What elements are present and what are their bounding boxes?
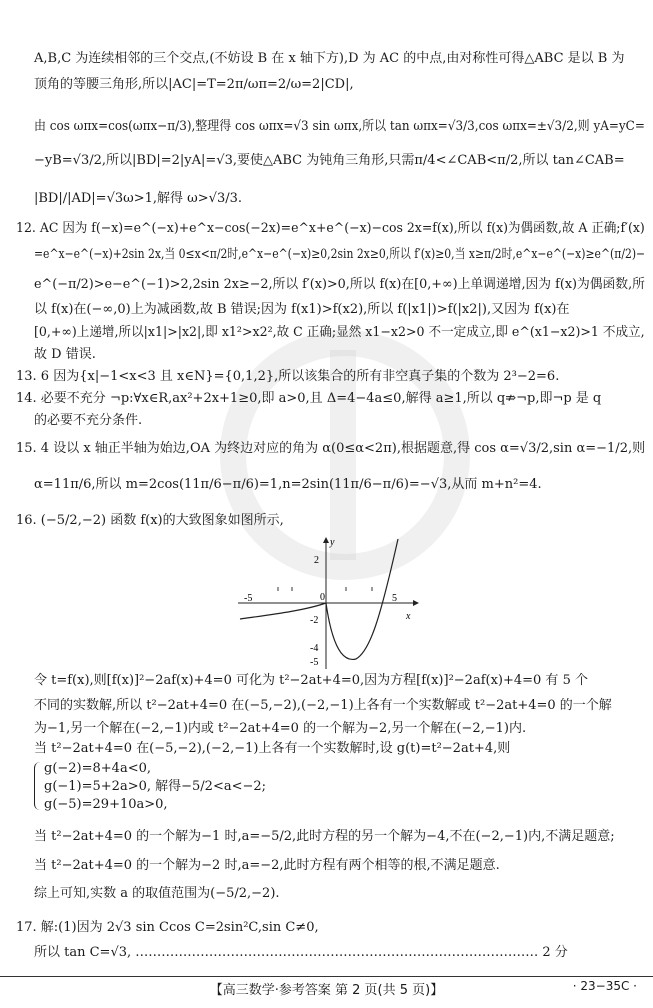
answer-16-line-2: 令 t=f(x),则[f(x)]²−2af(x)+4=0 可化为 t²−2at+4=0,因为方程[f(x)]²−2af(x)+4=0 有 5 个: [34, 673, 588, 688]
x-axis-label: x: [406, 611, 411, 622]
page-footer: [0, 976, 653, 999]
origin-label: 0: [320, 592, 325, 603]
x-tick-neg5: -5: [244, 593, 253, 604]
answer-17-line-1: 17. 解:(1)因为 2√3 sin Ccos C=2sin²C,sin C≠0,: [16, 920, 319, 935]
answer-16-line-3: 不同的实数解,所以 t²−2at+4=0 在(−5,−2),(−2,−1)上各有一个实数解或 t²−2at+4=0 的一个解: [34, 698, 612, 713]
answer-16-line-8: 综上可知,实数 a 的取值范围为(−5/2,−2).: [34, 886, 280, 901]
answer-16-line-7: 当 t²−2at+4=0 的一个解为−2 时,a=−2,此时方程有两个相等的根,不满足题意.: [34, 858, 500, 873]
text-line-3: 由 cos ωπx=cos(ωπx−π/3),整理得 cos ωπx=√3 sin ωπx,所以 tan ωπx=√3/3,cos ωπx=±√3/2,则 yA=yC=: [34, 119, 645, 134]
system-eq-2: g(−1)=5+2a>0, 解得−5/2<a<−2;: [44, 779, 267, 794]
answer-16-line-4: 为−1,另一个解在(−2,−1)内或 t²−2at+4=0 的一个解为−2,另一个解在(−2,−1)内.: [34, 721, 527, 736]
answer-12-line-1: 12. AC 因为 f(−x)=e^(−x)+e^x−cos(−2x)=e^x+e^(−x)−cos 2x=f(x),所以 f(x)为偶函数,故 A 正确;f′(x): [16, 221, 645, 236]
y-tick-neg4: -4: [310, 643, 319, 654]
answer-12-line-5: [0,+∞)上递增,所以|x1|>|x2|,即 x1²>x2²,故 C 正确;显然 x1−x2>0 不一定成立,即 e^(x1−x2)>1 不成立,: [34, 325, 645, 340]
footer-code: · 23−35C ·: [572, 979, 637, 993]
function-graph: [238, 533, 428, 671]
system-brace: [34, 762, 43, 810]
text-line-1: A,B,C 为连续相邻的三个交点,(不妨设 B 在 x 轴下方),D 为 AC 的中点,由对称性可得△ABC 是以 B 为: [34, 51, 625, 66]
x-tick-5: 5: [392, 593, 397, 604]
answer-12-line-4: 以 f(x)在(−∞,0)上为减函数,故 B 错误;因为 f(x1)>f(x2),所以 f(|x1|)>f(|x2|),又因为 f(x)在: [34, 302, 570, 317]
answer-15-line-1: 15. 4 设以 x 轴正半轴为始边,OA 为终边对应的角为 α(0≤α<2π),根据题意,得 cos α=√3/2,sin α=−1/2,则: [16, 441, 646, 456]
y-tick-neg2: -2: [310, 615, 319, 626]
system-eq-3: g(−5)=29+10a>0,: [44, 797, 168, 812]
y-axis-arrow-icon: [323, 537, 329, 543]
answer-16-line-1: 16. (−5/2,−2) 函数 f(x)的大致图象如图所示,: [16, 513, 284, 528]
text-line-5: |BD|/|AD|=√3ω>1,解得 ω>√3/3.: [34, 191, 242, 206]
text-line-2: 顶角的等腰三角形,所以|AC|=T=2π/ωπ=2/ω=2|CD|,: [34, 77, 354, 92]
answer-13: 13. 6 因为{x|−1<x<3 且 x∈N}={0,1,2},所以该集合的所有非空真子集的个数为 2³−2=6.: [16, 369, 560, 384]
x-axis-arrow-icon: [413, 600, 419, 606]
y-tick-neg5: -5: [310, 657, 319, 668]
answer-17-line-2: 所以 tan C=√3, ………………………………………………………………………………… 2 分: [34, 945, 568, 960]
answer-16-line-6: 当 t²−2at+4=0 的一个解为−1 时,a=−5/2,此时方程的另一个解为−4,不在(−2,−1)内,不满足题意;: [34, 829, 615, 844]
answer-12-line-2: =e^x−e^(−x)+2sin 2x,当 0≤x<π/2时,e^x−e^(−x)≥0,2sin 2x≥0,所以 f′(x)≥0,当 x≥π/2时,e^x−e^(−x)≥e^(π/2)−: [34, 247, 646, 262]
answer-14-line-2: 的必要不充分条件.: [34, 413, 143, 428]
answer-12-line-6: 故 D 错误.: [34, 347, 96, 362]
y-tick-2: 2: [314, 555, 319, 566]
footer-title: 【高三数学·参考答案 第 2 页(共 5 页)】: [209, 983, 444, 998]
y-axis-label: y: [330, 537, 335, 548]
answer-14-line-1: 14. 必要不充分 ¬p:∀x∈R,ax²+2x+1≥0,即 a>0,且 Δ=4−4a≤0,解得 a≥1,所以 q⇏¬p,即¬p 是 q: [16, 391, 602, 406]
text-line-4: −yB=√3/2,所以|BD|=2|yA|=√3,要使△ABC 为钝角三角形,只需π/4<∠CAB<π/2,所以 tan∠CAB=: [34, 153, 625, 168]
answer-12-line-3: e^(−π/2)>e−e^(−1)>2,2sin 2x≥−2,所以 f′(x)>0,所以 f(x)在[0,+∞)上单调递增,因为 f(x)为偶函数,所: [34, 277, 645, 292]
answer-16-line-5: 当 t²−2at+4=0 在(−5,−2),(−2,−1)上各有一个实数解时,设 g(t)=t²−2at+4,则: [34, 741, 511, 756]
system-eq-1: g(−2)=8+4a<0,: [44, 761, 152, 776]
curve-right: [326, 539, 398, 659]
answer-15-line-2: α=11π/6,所以 m=2cos(11π/6−π/6)=1,n=2sin(11π/6−π/6)=−√3,从而 m+n²=4.: [34, 477, 542, 492]
